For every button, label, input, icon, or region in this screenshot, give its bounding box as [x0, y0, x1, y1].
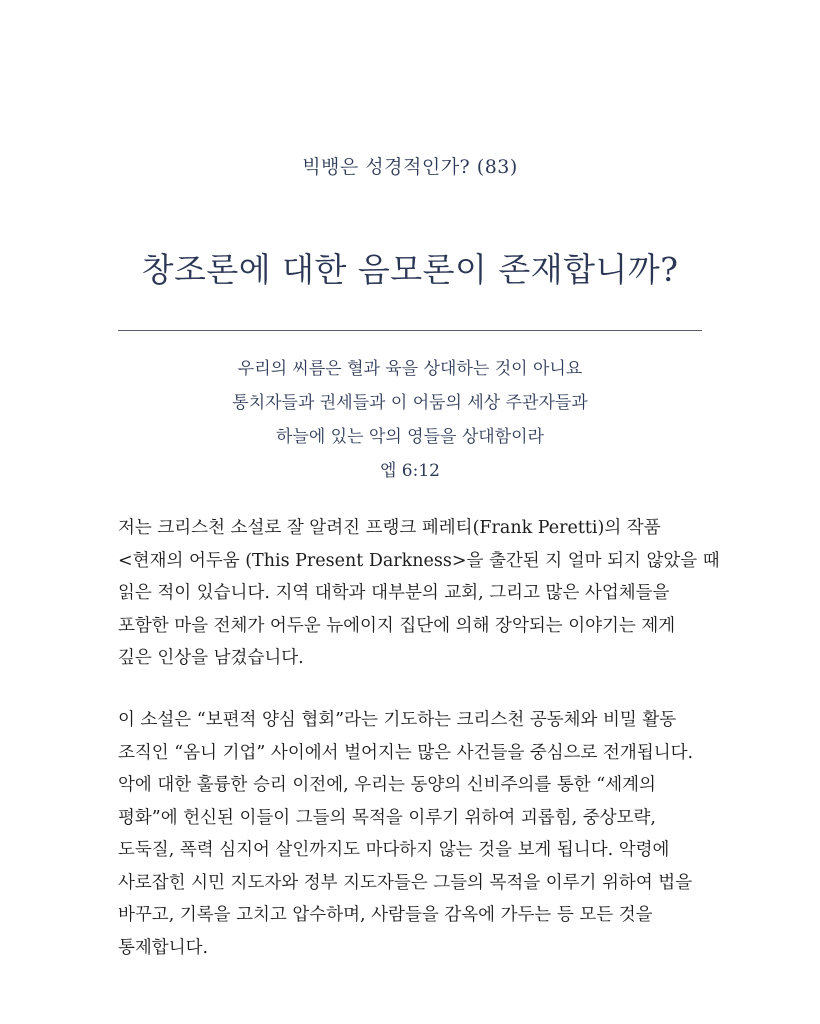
- scripture-quote: [0, 352, 820, 488]
- text-line: 바꾸고, 기록을 고치고 압수하며, 사람들을 감옥에 가두는 등 모든 것을: [118, 905, 653, 925]
- text-line: 읽은 적이 있습니다. 지역 대학과 대부분의 교회, 그리고 많은 사업체들을: [118, 583, 670, 603]
- text-line: 통제합니다.: [118, 937, 209, 958]
- text-line: <현재의 어두움 (This Present Darkness>을 출간된 지 얼마 되지 않았을 때: [118, 550, 720, 571]
- text-line: 악에 대한 훌륭한 승리 이전에, 우리는 동양의 신비주의를 통한 “세계의: [118, 775, 656, 795]
- text-line: 사로잡힌 시민 지도자와 정부 지도자들은 그들의 목적을 이루기 위하여 법을: [118, 872, 693, 893]
- page-title: 창조론에 대한 음모론이 존재합니까?: [141, 250, 679, 289]
- text-line: 깊은 인상을 남겼습니다.: [118, 648, 304, 668]
- verse-reference: 엡 6:12: [379, 461, 440, 481]
- body-paragraph-2: [118, 704, 708, 964]
- text-line: 포함한 마을 전체가 어두운 뉴에이지 집단에 의해 장악되는 이야기는 제게: [118, 615, 676, 636]
- text-line: 평화”에 헌신된 이들이 그들의 목적을 이루기 위하여 괴롭힘, 중상모략,: [118, 807, 656, 828]
- series-title: 빅뱅은 성경적인가? (83): [302, 156, 518, 178]
- body-paragraph-1: [118, 512, 720, 675]
- verse-line: 통치자들과 권세들과 이 어둠의 세상 주관자들과: [232, 393, 588, 413]
- title-divider: [118, 330, 702, 331]
- verse-line: 하늘에 있는 악의 영들을 상대함이라: [276, 427, 544, 447]
- text-line: 조직인 “옴니 기업” 사이에서 벌어지는 많은 사건들을 중심으로 전개됩니다.: [118, 742, 694, 763]
- text-line: 저는 크리스천 소설로 잘 알려진 프랭크 페레티(Frank Peretti)의 작품: [118, 518, 661, 538]
- text-line: 도둑질, 폭력 심지어 살인까지도 마다하지 않는 것을 보게 됩니다. 악령에: [118, 840, 670, 860]
- text-line: 이 소설은 “보편적 양심 협회”라는 기도하는 크리스천 공동체와 비밀 활동: [118, 710, 677, 730]
- verse-line: 우리의 씨름은 혈과 육을 상대하는 것이 아니요: [237, 359, 583, 379]
